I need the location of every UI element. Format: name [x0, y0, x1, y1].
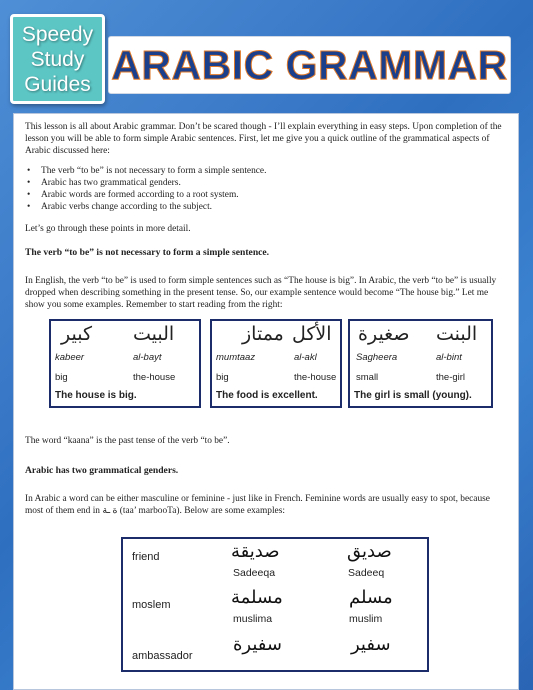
feminine-transliteration: muslima — [233, 613, 273, 625]
content-panel — [13, 113, 519, 690]
masculine-transliteration: muslim — [349, 613, 383, 625]
outline-item: • Arabic verbs change according to the subject. — [25, 201, 507, 213]
transliteration: al-bayt — [133, 352, 162, 363]
example-box-food — [210, 319, 342, 408]
english-gloss: the-house — [294, 372, 337, 383]
example-sentence: The house is big. — [55, 390, 137, 401]
arabic-word: البنت — [436, 323, 478, 345]
section-1-heading: The verb “to be” is not necessary to form a simple sentence. — [25, 247, 270, 258]
english-word: friend — [132, 551, 160, 563]
english-gloss: big — [55, 372, 68, 383]
vocab-row — [123, 539, 427, 585]
example-sentence: The girl is small (young). — [354, 390, 472, 401]
masculine-arabic: سفير — [351, 634, 391, 655]
feminine-arabic: مسلمة — [231, 587, 283, 608]
outline-item: • The verb “to be” is not necessary to form a simple sentence. — [25, 165, 507, 177]
english-word: moslem — [132, 599, 171, 611]
transliteration: kabeer — [55, 352, 85, 363]
english-gloss: the-house — [133, 372, 176, 383]
english-gloss: big — [216, 372, 229, 383]
page-title: ARABIC GRAMMAR — [111, 41, 508, 88]
example-box-house — [49, 319, 201, 408]
logo-line-1: Speedy — [21, 22, 94, 46]
english-gloss: the-girl — [436, 372, 466, 383]
example-boxes — [25, 319, 507, 411]
section-2-heading: Arabic has two grammatical genders. — [25, 465, 179, 476]
detail-line: Let’s go through these points in more detail. — [25, 224, 191, 234]
transliteration: Sagheera — [356, 352, 398, 363]
masculine-arabic: مسلم — [349, 587, 393, 608]
intro-paragraph: This lesson is all about Arabic grammar. Don’t be scared though - I’ll explain everything in easy steps. Upon completion of the lesson you will be able to form simple Arabic sentences. First, let me give you a quick outline of the grammatical aspects of Arabic discussed here: — [25, 122, 502, 156]
masculine-arabic: صديق — [347, 541, 392, 562]
vocab-row — [123, 631, 427, 677]
english-gloss: small — [356, 372, 379, 383]
transliteration: mumtaaz — [216, 352, 256, 363]
logo-line-3: Guides — [24, 72, 91, 96]
arabic-word: كبير — [61, 323, 92, 345]
masculine-transliteration: Sadeeq — [348, 567, 385, 579]
outline-item: • Arabic has two grammatical genders. — [25, 177, 507, 189]
logo-line-2: Study — [30, 47, 85, 71]
english-word: ambassador — [132, 650, 193, 662]
transliteration: al-bint — [436, 352, 462, 363]
arabic-word: ممتاز — [242, 323, 284, 345]
transliteration: al-akl — [294, 352, 317, 363]
feminine-transliteration: Sadeeqa — [233, 567, 276, 579]
vocab-row — [123, 585, 427, 631]
arabic-word: صغيرة — [358, 323, 410, 345]
speedy-study-guides-logo — [10, 14, 105, 104]
feminine-arabic: صديقة — [231, 541, 280, 562]
example-box-girl — [348, 319, 493, 408]
outline-list — [25, 165, 507, 213]
gender-vocab-table — [121, 537, 429, 672]
title-banner — [108, 36, 511, 94]
feminine-arabic: سفيرة — [233, 634, 282, 655]
arabic-word: البيت — [133, 323, 175, 345]
section-1-paragraph: In English, the verb “to be” is used to form simple sentences such as “The house is big”. In Arabic, the verb “to be” is usually dropped when describing something in the present tense. So, our example sentence would become “The house big.” Let me show you some examples. Remember to start reading from the right: — [25, 276, 497, 310]
kaana-note: The word “kaana” is the past tense of the verb “to be”. — [25, 436, 230, 446]
example-sentence: The food is excellent. — [216, 390, 318, 401]
outline-item: • Arabic words are formed according to a root system. — [25, 189, 507, 201]
section-2-paragraph: In Arabic a word can be either masculine or feminine - just like in French. Feminine words are usually easy to spot, because most of them end in ة ـة (taa’ marbooTa). Below are some examples: — [25, 494, 490, 516]
arabic-word: الأكل — [292, 323, 332, 345]
